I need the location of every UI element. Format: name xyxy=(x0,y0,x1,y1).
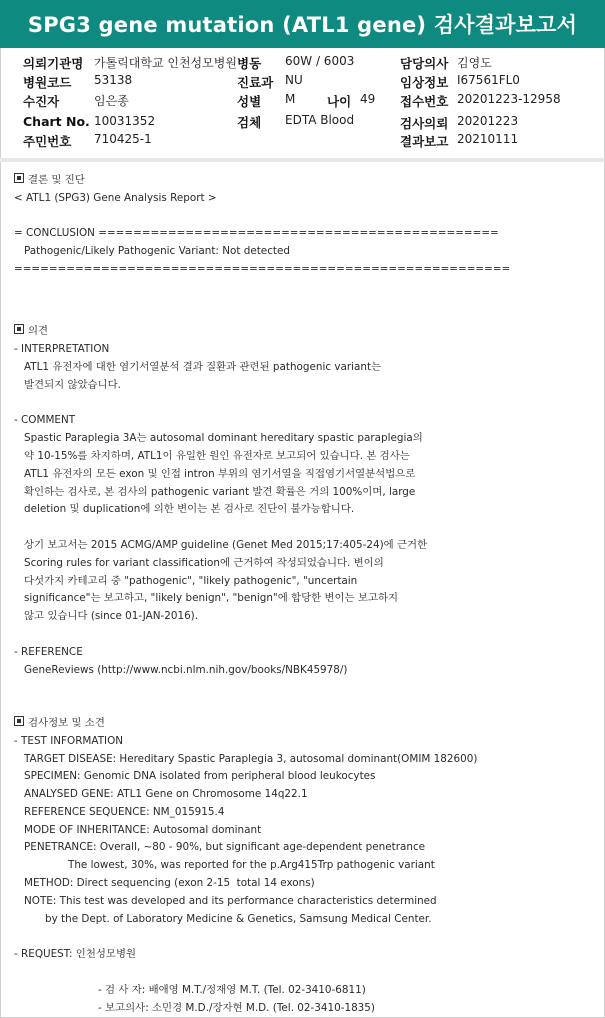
sex-value: M xyxy=(285,92,296,106)
section-test-info-title: 검사정보 및 소견 xyxy=(14,715,599,733)
comment-line: 약 10-15%를 차지하며, ATL1이 유일한 원인 유전자로 보고되어 있습니다. 본 검사는 xyxy=(24,449,410,462)
comment-line: 다섯가지 카테고리 중 "pathogenic", "likely pathogenic", "uncertain xyxy=(24,574,358,587)
institution-label: 의뢰기관명 xyxy=(23,56,84,71)
interpretation-line: ATL1 유전자에 대한 염기서열분석 결과 질환과 관련된 pathogenic variant는 xyxy=(24,360,382,373)
section-opinion-title: 의견 xyxy=(14,323,599,341)
conclusion-rule: ========================================================= xyxy=(14,262,511,275)
doctor-value: 김영도 xyxy=(457,56,492,70)
request-date-label: 검사의뢰 xyxy=(400,116,449,131)
report-date-value: 20210111 xyxy=(457,132,519,146)
receipt-label: 접수번호 xyxy=(400,94,449,109)
section-box-icon xyxy=(14,173,24,183)
comment-line: 확인하는 검사로, 본 검사의 pathogenic variant 발견 확률은 거의 100%이며, large xyxy=(24,485,416,498)
conclusion-heading: = CONCLUSION ============================================== xyxy=(14,227,499,240)
section-box-icon xyxy=(14,716,24,726)
staff-line-doctor: - 보고의사: 소민경 M.D./장자현 M.D. (Tel. 02-3410-1835) xyxy=(98,1001,375,1014)
comment-line: Scoring rules for variant classification에 근거하여 작성되었습니다. 변이의 xyxy=(24,556,384,569)
test-info-line: METHOD: Direct sequencing (exon 2-15 total 14 exons) xyxy=(24,877,315,890)
receipt-value: 20201223-12958 xyxy=(457,92,561,106)
hospital-code-label: 병원코드 xyxy=(23,75,72,90)
id-value: 710425-1 xyxy=(94,132,152,146)
comment-line: ATL1 유전자의 모든 exon 및 인접 intron 부위의 염기서열을 직접염기서열분석법으로 xyxy=(24,467,416,480)
section-diagnosis-title: 결론 및 진단 xyxy=(14,172,599,190)
clinical-info-label: 임상정보 xyxy=(400,75,449,90)
patient-value: 임은종 xyxy=(94,94,129,108)
test-info-line: NOTE: This test was developed and its performance characteristics determined xyxy=(24,894,437,907)
chart-label: Chart No. xyxy=(23,114,90,129)
institution-value: 가톨릭대학교 인천성모병원 xyxy=(94,56,237,70)
comment-line: 않고 있습니다 (since 01-JAN-2016). xyxy=(24,610,199,623)
id-label: 주민번호 xyxy=(23,134,72,149)
clinical-info-value: I67561FL0 xyxy=(457,73,520,87)
staff-line-tester: - 검 사 자: 배애영 M.T./정재영 M.T. (Tel. 02-3410-6811) xyxy=(98,983,366,996)
age-value: 49 xyxy=(360,92,376,106)
chart-value: 10031352 xyxy=(94,114,156,128)
specimen-label: 검체 xyxy=(237,115,262,130)
test-info-line: The lowest, 30%, was reported for the p.Arg415Trp pathogenic variant xyxy=(68,859,435,872)
department-value: NU xyxy=(285,73,303,87)
request-line: - REQUEST: 인천성모병원 xyxy=(14,948,137,961)
report-date-label: 결과보고 xyxy=(400,134,449,149)
test-info-heading: - TEST INFORMATION xyxy=(14,734,124,747)
report-title xyxy=(0,0,605,48)
patient-label: 수진자 xyxy=(23,94,60,109)
department-label: 진료과 xyxy=(237,75,274,90)
test-info-line: PENETRANCE: Overall, ~80 - 90%, but significant age-dependent penetrance xyxy=(24,841,426,854)
hospital-code-value: 53138 xyxy=(94,73,133,87)
reference-link: GeneReviews (http://www.ncbi.nlm.nih.gov/books/NBK45978/) xyxy=(24,663,348,676)
age-label: 나이 xyxy=(327,94,352,109)
report-body xyxy=(14,172,599,1017)
section-box-icon xyxy=(14,324,24,334)
ward-label: 병동 xyxy=(237,56,262,71)
interpretation-line: 발견되지 않았습니다. xyxy=(24,378,121,391)
sex-label: 성별 xyxy=(237,94,262,109)
test-info-line: ANALYSED GENE: ATL1 Gene on Chromosome 14q22.1 xyxy=(24,788,308,801)
comment-line: 상기 보고서는 2015 ACMG/AMP guideline (Genet Med 2015;17:405-24)에 근거한 xyxy=(24,538,428,551)
specimen-value: EDTA Blood xyxy=(285,113,355,127)
test-info-line: SPECIMEN: Genomic DNA isolated from peripheral blood leukocytes xyxy=(24,770,376,783)
patient-info-header xyxy=(0,54,605,150)
reference-heading: - REFERENCE xyxy=(14,645,83,658)
comment-line: significance"는 보고하고, "likely benign", "benign"에 합당한 변이는 보고하지 xyxy=(24,592,399,605)
comment-line: Spastic Paraplegia 3A는 autosomal dominant hereditary spastic paraplegia의 xyxy=(24,432,423,445)
comment-line: deletion 및 duplication에 의한 변이는 본 검사로 진단이 불가능합니다. xyxy=(24,503,355,516)
header-divider xyxy=(0,158,605,162)
report-subtitle: < ATL1 (SPG3) Gene Analysis Report > xyxy=(14,191,217,204)
test-info-line: MODE OF INHERITANCE: Autosomal dominant xyxy=(24,823,262,836)
interpretation-heading: - INTERPRETATION xyxy=(14,343,110,356)
test-info-line: REFERENCE SEQUENCE: NM_015915.4 xyxy=(24,805,225,818)
comment-heading: - COMMENT xyxy=(14,414,76,427)
request-date-value: 20201223 xyxy=(457,114,519,128)
test-info-line: TARGET DISEASE: Hereditary Spastic Paraplegia 3, autosomal dominant(OMIM 182600) xyxy=(24,752,478,765)
ward-value: 60W / 6003 xyxy=(285,54,355,68)
report-title-text: SPG3 gene mutation (ATL1 gene) 검사결과보고서 xyxy=(27,13,578,37)
test-info-line: by the Dept. of Laboratory Medicine & Genetics, Samsung Medical Center. xyxy=(45,912,432,925)
conclusion-text: Pathogenic/Likely Pathogenic Variant: Not detected xyxy=(24,245,290,258)
doctor-label: 담당의사 xyxy=(400,56,449,71)
